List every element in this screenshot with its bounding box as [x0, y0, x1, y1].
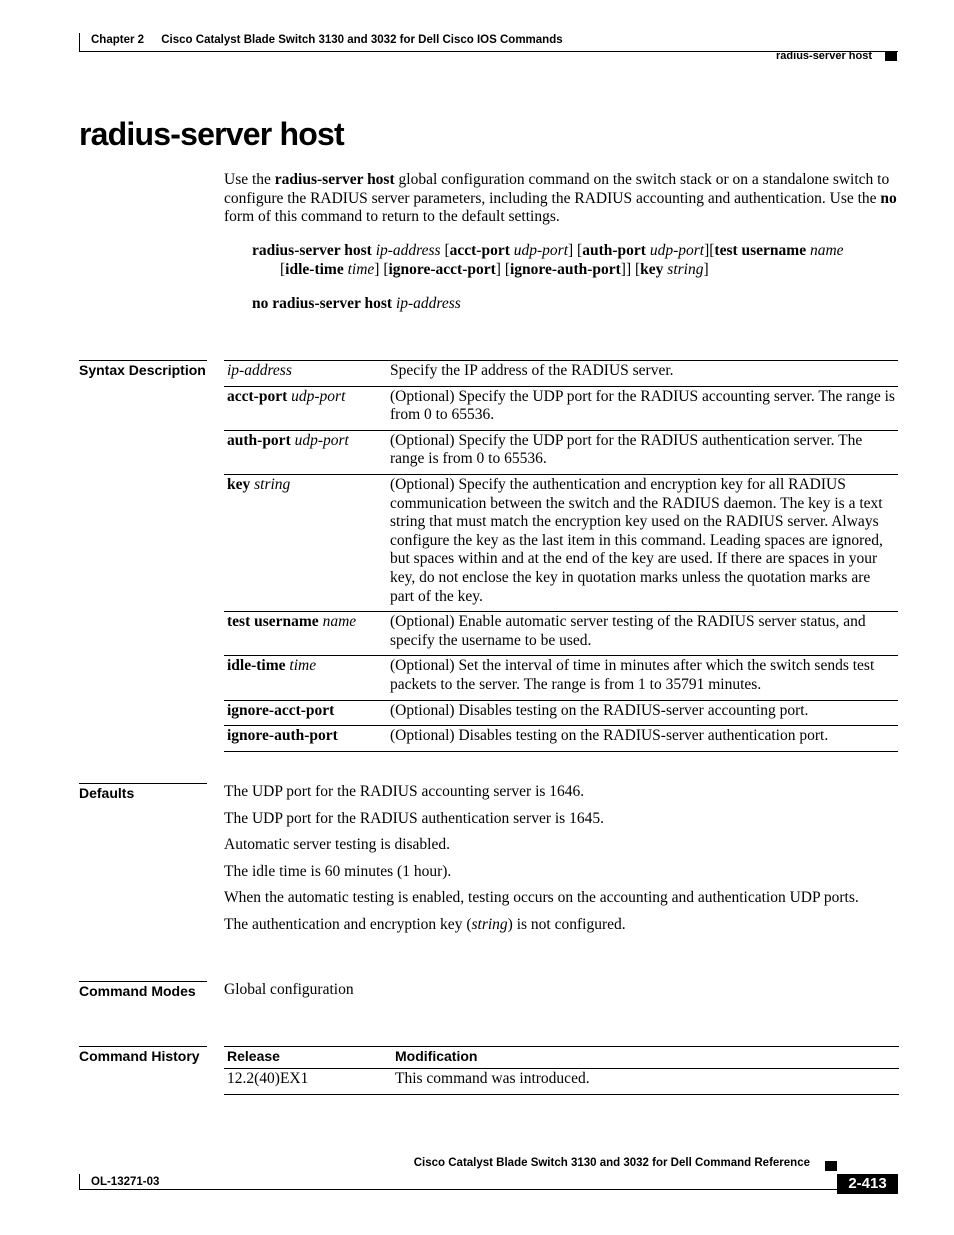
no-syntax-arg: ip-address: [395, 295, 461, 312]
command-history-table: [224, 1046, 899, 1095]
command-modes-heading: Command Modes: [79, 981, 207, 999]
param-arg: name: [322, 613, 357, 631]
description-cell: (Optional) Disables testing on the RADIUS-server authentication port.: [387, 726, 898, 752]
syntax-auth-kw: auth-port: [582, 242, 646, 259]
param-arg: udp-port: [291, 387, 346, 405]
command-history-heading: Command History: [79, 1046, 207, 1064]
default-item: The UDP port for the RADIUS accounting server is 1646.: [224, 783, 585, 800]
description-cell: (Optional) Specify the UDP port for the RADIUS authentication server. The range is from 0 to 65536.: [387, 430, 898, 474]
table-header-row: [224, 1047, 899, 1069]
modification-cell: This command was introduced.: [392, 1069, 899, 1095]
table-row: [224, 430, 898, 474]
book-title: Cisco Catalyst Blade Switch 3130 and 3032 for Dell Cisco IOS Commands: [161, 34, 563, 46]
default-item: The authentication and encryption key (string) is not configured.: [224, 915, 626, 933]
syntax-test-kw: test username: [714, 242, 807, 259]
default-item: When the automatic testing is enabled, testing occurs on the accounting and authentication UDP ports.: [224, 889, 859, 907]
description-cell: (Optional) Specify the authentication and encryption key for all RADIUS communication between the switch and the RADIUS daemon. The key is a text string that must match the encryption key used on the RADIUS server. Always configure the key as the last item in this command. Leading spaces are ignored, but spaces within and at the end of the key are used. If there are spaces in your key, do not enclose the key in quotation marks unless the quotation marks are part of the key.: [387, 474, 898, 611]
param-cell: [224, 612, 387, 656]
footer-rule: [79, 1174, 837, 1190]
description-cell: Specify the IP address of the RADIUS server.: [387, 361, 898, 387]
footer-doc-id: OL-13271-03: [91, 1176, 160, 1188]
description-cell: (Optional) Enable automatic server testing of the RADIUS server status, and specify the username to be used.: [387, 612, 898, 656]
default-string-arg: string: [471, 915, 508, 933]
intro-paragraph: [224, 171, 900, 227]
param-keyword: key: [227, 475, 251, 493]
syntax-ip-arg: ip-address: [375, 242, 441, 259]
no-syntax-command: no radius-server host: [252, 295, 393, 312]
param-arg: string: [254, 475, 291, 493]
param-arg: ip-address: [227, 362, 292, 379]
description-cell: (Optional) Specify the UDP port for the RADIUS accounting server. The range is from 0 to 65536.: [387, 386, 898, 430]
intro-no-keyword: no: [880, 189, 897, 207]
header-marker: [885, 51, 897, 61]
syntax-auth-arg: udp-port: [649, 242, 705, 259]
syntax-description-heading: Syntax Description: [79, 362, 206, 378]
chapter-label: Chapter 2: [91, 34, 145, 46]
default-item: The idle time is 60 minutes (1 hour).: [224, 862, 452, 880]
command-syntax: [252, 242, 892, 279]
syntax-idle-arg: time: [347, 260, 375, 278]
syntax-line-1: radius-server host ip-address [acct-port udp-port] [auth-port udp-port][test username name: [252, 242, 844, 259]
intro-command: radius-server host: [274, 171, 395, 188]
param-keyword: ignore-acct-port: [227, 701, 335, 719]
default-item: The UDP port for the RADIUS authentication server is 1645.: [224, 809, 604, 827]
param-cell: [224, 361, 387, 387]
syntax-acct-kw: acct-port: [449, 242, 510, 259]
table-row: [224, 1069, 899, 1095]
table-row: [224, 361, 898, 387]
param-keyword: acct-port: [227, 387, 288, 405]
syntax-key-arg: string: [667, 260, 704, 278]
syntax-idle-kw: idle-time: [285, 260, 344, 278]
param-keyword: test username: [227, 613, 319, 631]
page-number: 2-413: [837, 1174, 898, 1194]
syntax-line-2: [idle-time time] [ignore-acct-port] [ignore-auth-port]] [key string]: [280, 260, 709, 278]
param-cell: [224, 700, 387, 726]
syntax-command: radius-server host: [252, 242, 372, 259]
table-row: [224, 386, 898, 430]
description-cell: (Optional) Disables testing on the RADIUS-server accounting port.: [387, 700, 898, 726]
intro-text-3: form of this command to return to the default settings.: [224, 208, 560, 226]
param-arg: udp-port: [294, 431, 349, 449]
defaults-list: [224, 783, 900, 943]
running-header: [91, 34, 563, 46]
description-cell: (Optional) Set the interval of time in minutes after which the switch sends test packets to the server. The range is from 1 to 35791 minutes.: [387, 656, 898, 700]
syntax-test-arg: name: [809, 242, 844, 259]
param-keyword: ignore-auth-port: [227, 727, 338, 745]
table-row: [224, 700, 898, 726]
param-keyword: auth-port: [227, 431, 291, 449]
param-cell: [224, 656, 387, 700]
footer-marker: [825, 1161, 837, 1171]
param-arg: time: [289, 657, 317, 675]
syntax-ignore-acct: ignore-acct-port: [388, 260, 496, 278]
syntax-acct-arg: udp-port: [513, 242, 569, 259]
intro-text-2: global configuration command on the switch stack or on a standalone switch to configure the RADIUS server parameters, including the RADIUS accounting and authentication. Use the: [224, 171, 890, 207]
param-keyword: idle-time: [227, 657, 286, 675]
param-cell: [224, 430, 387, 474]
release-cell: 12.2(40)EX1: [224, 1069, 392, 1095]
section-label: radius-server host: [776, 50, 872, 62]
param-cell: [224, 726, 387, 752]
param-cell: [224, 474, 387, 611]
table-row: [224, 656, 898, 700]
column-header-modification: Modification: [392, 1047, 899, 1069]
footer-title: Cisco Catalyst Blade Switch 3130 and 3032 for Dell Command Reference: [413, 1157, 810, 1169]
intro-text-1: Use the: [224, 171, 275, 188]
column-header-release: Release: [224, 1047, 392, 1069]
syntax-key-kw: key: [640, 260, 664, 278]
syntax-description-table: [224, 360, 898, 752]
no-command-syntax: [252, 295, 461, 314]
defaults-heading: Defaults: [79, 783, 207, 801]
default-item: Automatic server testing is disabled.: [224, 836, 450, 854]
table-row: [224, 612, 898, 656]
table-row: [224, 726, 898, 752]
command-modes-value: Global configuration: [224, 981, 354, 998]
param-cell: [224, 386, 387, 430]
table-row: [224, 474, 898, 611]
syntax-ignore-auth: ignore-auth-port: [510, 260, 621, 278]
page-title: radius-server host: [79, 116, 344, 152]
